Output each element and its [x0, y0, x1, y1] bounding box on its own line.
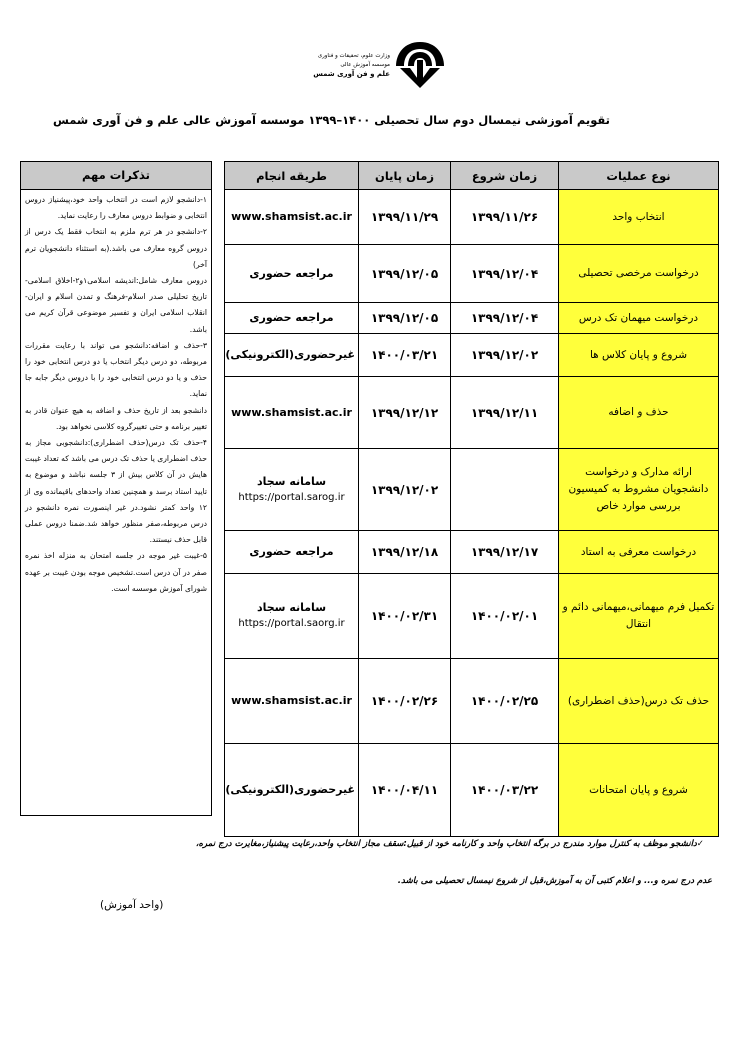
table-row — [225, 303, 719, 334]
end-date-cell: ۱۳۹۹/۱۲/۰۲ — [359, 449, 451, 531]
table-row — [225, 377, 719, 449]
table-row — [225, 659, 719, 744]
end-date-cell: ۱۴۰۰/۰۴/۱۱ — [359, 744, 451, 837]
portal-link[interactable]: https://portal.sarog.ir — [238, 491, 345, 503]
operation-cell: درخواست مرخصی تحصیلی — [559, 245, 719, 303]
table-row — [225, 334, 719, 377]
method-cell — [225, 449, 359, 531]
start-date-cell: ۱۳۹۹/۱۲/۰۴ — [451, 303, 559, 334]
sun-logo-icon — [390, 38, 450, 88]
method-link[interactable]: www.shamsist.ac.ir — [231, 694, 352, 707]
table-row — [225, 574, 719, 659]
method-cell — [225, 377, 359, 449]
end-date-cell: ۱۳۹۹/۱۲/۰۵ — [359, 303, 451, 334]
note-item: ۵-غیبت غیر موجه در جلسه امتحان به منزله اخذ نمره صفر در آن درس است.تشخیص موجه بودن غیبت بر عهده شورای آموزش موسسه است. — [25, 551, 207, 593]
method-label: سامانه سجاد — [256, 474, 327, 488]
end-date-cell: ۱۳۹۹/۱۲/۱۲ — [359, 377, 451, 449]
table-row — [225, 531, 719, 574]
note-item: دروس معارف شامل:اندیشه اسلامی۱و۲-اخلاق اسلامی-تاریخ تحلیلی صدر اسلام-فرهنگ و تمدن اسلام و ایران-انقلاب اسلامی ایران و تفسیر موضوعی قرآن کریم می باشد. — [25, 276, 207, 334]
method-cell — [225, 659, 359, 744]
col-header-operation: نوع عملیات — [559, 162, 719, 190]
important-notes-panel — [20, 161, 212, 816]
end-date-cell: ۱۴۰۰/۰۲/۲۶ — [359, 659, 451, 744]
start-date-cell: ۱۳۹۹/۱۲/۰۲ — [451, 334, 559, 377]
operation-cell: انتخاب واحد — [559, 190, 719, 245]
page-title: تقویم آموزشی نیمسال دوم سال تحصیلی ۱۴۰۰–۱۳۹۹ موسسه آموزش عالی علم و فن آوری شمس — [52, 113, 610, 127]
start-date-cell: ۱۳۹۹/۱۲/۱۷ — [451, 531, 559, 574]
operation-cell: شروع و پایان کلاس ها — [559, 334, 719, 377]
method-cell: غیرحضوری(الکترونیکی) — [225, 744, 359, 837]
footer-note-line-1: ✓دانشجو موظف به کنترل موارد مندرج در برگه انتخاب واحد و کارنامه خود از قبیل:سقف مجاز انتخاب واحد،رعایت پیشنیاز،مغایرت درج نمره، — [195, 839, 704, 849]
method-cell: مراجعه حضوری — [225, 245, 359, 303]
checkmark-icon: ✓ — [696, 839, 704, 849]
note-item: دانشجو بعد از تاریخ حذف و اضافه به هیچ عنوان قادر به تغییر برنامه و حتی تغییرگروه کلاسی نخواهد بود. — [25, 405, 207, 431]
operation-cell: حذف و اضافه — [559, 377, 719, 449]
start-date-cell: ۱۴۰۰/۰۲/۰۱ — [451, 574, 559, 659]
col-header-end: زمان پایان — [359, 162, 451, 190]
end-date-cell: ۱۳۹۹/۱۲/۱۸ — [359, 531, 451, 574]
method-label: سامانه سجاد — [256, 601, 327, 614]
operation-cell: درخواست معرفی به استاد — [559, 531, 719, 574]
operation-cell: تکمیل فرم میهمانی،میهمانی دائم و انتقال — [559, 574, 719, 659]
operation-cell: شروع و پایان امتحانات — [559, 744, 719, 837]
notes-body — [21, 190, 211, 599]
note-item: ۳-حذف و اضافه:دانشجو می تواند با رعایت مقررات مربوطه، دو درس دیگر انتخاب یا دو درس انتخابی خود را حذف و یا دو درس انتخابی خود را با دروس دیگر جابه جا نماید. — [25, 340, 207, 399]
col-header-start: زمان شروع — [451, 162, 559, 190]
footer-note-line-2: عدم درج نمره و... و اعلام کتبی آن به آموزش،قبل از شروع نیمسال تحصیلی می باشد. — [397, 876, 712, 886]
portal-link[interactable]: https://portal.saorg.ir — [238, 618, 345, 629]
calendar-table — [224, 161, 719, 837]
end-date-cell: ۱۳۹۹/۱۱/۲۹ — [359, 190, 451, 245]
method-cell: مراجعه حضوری — [225, 303, 359, 334]
note-item: ۲-دانشجو در هر ترم ملزم به انتخاب فقط یک درس از دروس گروه معارف می باشد.(به استثناء دانشجویان ترم آخر) — [25, 227, 207, 269]
table-row — [225, 190, 719, 245]
method-link[interactable]: www.shamsist.ac.ir — [231, 405, 352, 419]
operation-cell: ارائه مدارک و درخواست دانشجویان مشروط به کمیسیون بررسی موارد خاص — [559, 449, 719, 531]
start-date-cell — [451, 449, 559, 531]
notes-header: تذکرات مهم — [21, 162, 211, 190]
logo-text: وزارت علوم، تحقیقات و فناوری موسسه آموزش عالی علم و فن آوری شمس — [313, 53, 390, 78]
start-date-cell: ۱۳۹۹/۱۱/۲۶ — [451, 190, 559, 245]
end-date-cell: ۱۳۹۹/۱۲/۰۵ — [359, 245, 451, 303]
table-row — [225, 245, 719, 303]
note-item: ۱-دانشجو لازم است در انتخاب واحد خود،پیشنیاز دروس انتخابی و ضوابط دروس معارف را رعایت نماید. — [25, 195, 207, 221]
start-date-cell: ۱۴۰۰/۰۲/۲۵ — [451, 659, 559, 744]
method-cell: مراجعه حضوری — [225, 531, 359, 574]
method-cell — [225, 190, 359, 245]
operation-cell: حذف تک درس(حذف اضطراری) — [559, 659, 719, 744]
method-cell — [225, 574, 359, 659]
end-date-cell: ۱۴۰۰/۰۳/۲۱ — [359, 334, 451, 377]
table-header-row — [225, 162, 719, 190]
col-header-method: طریقه انجام — [225, 162, 359, 190]
start-date-cell: ۱۳۹۹/۱۲/۱۱ — [451, 377, 559, 449]
note-item: ۴-حذف تک درس(حذف اضطراری):دانشجوبی مجاز به حذف اضطراری یا حذف تک درس می باشد که تعداد غیبت هایش در آن کلاس بیش از ۳ جلسه نباشد و موضوع به تایید استاد برسد و همچنین تعداد واحدهای باقیمانده وی از ۱۲ واحد کمتر نشود.در غیر اینصورت نمره دانشجو در درس مربوطه،صفر منظور خواهد شد.ضمنا دروس عملی قابل حذف نیستند. — [25, 438, 207, 545]
end-date-cell: ۱۴۰۰/۰۲/۳۱ — [359, 574, 451, 659]
start-date-cell: ۱۴۰۰/۰۳/۲۲ — [451, 744, 559, 837]
signature-unit: (واحد آموزش) — [100, 899, 164, 911]
method-link[interactable]: www.shamsist.ac.ir — [231, 210, 352, 223]
table-row — [225, 449, 719, 531]
table-row — [225, 744, 719, 837]
method-cell: غیرحضوری(الکترونیکی) — [225, 334, 359, 377]
institute-logo — [300, 38, 450, 94]
start-date-cell: ۱۳۹۹/۱۲/۰۴ — [451, 245, 559, 303]
operation-cell: درخواست میهمان تک درس — [559, 303, 719, 334]
